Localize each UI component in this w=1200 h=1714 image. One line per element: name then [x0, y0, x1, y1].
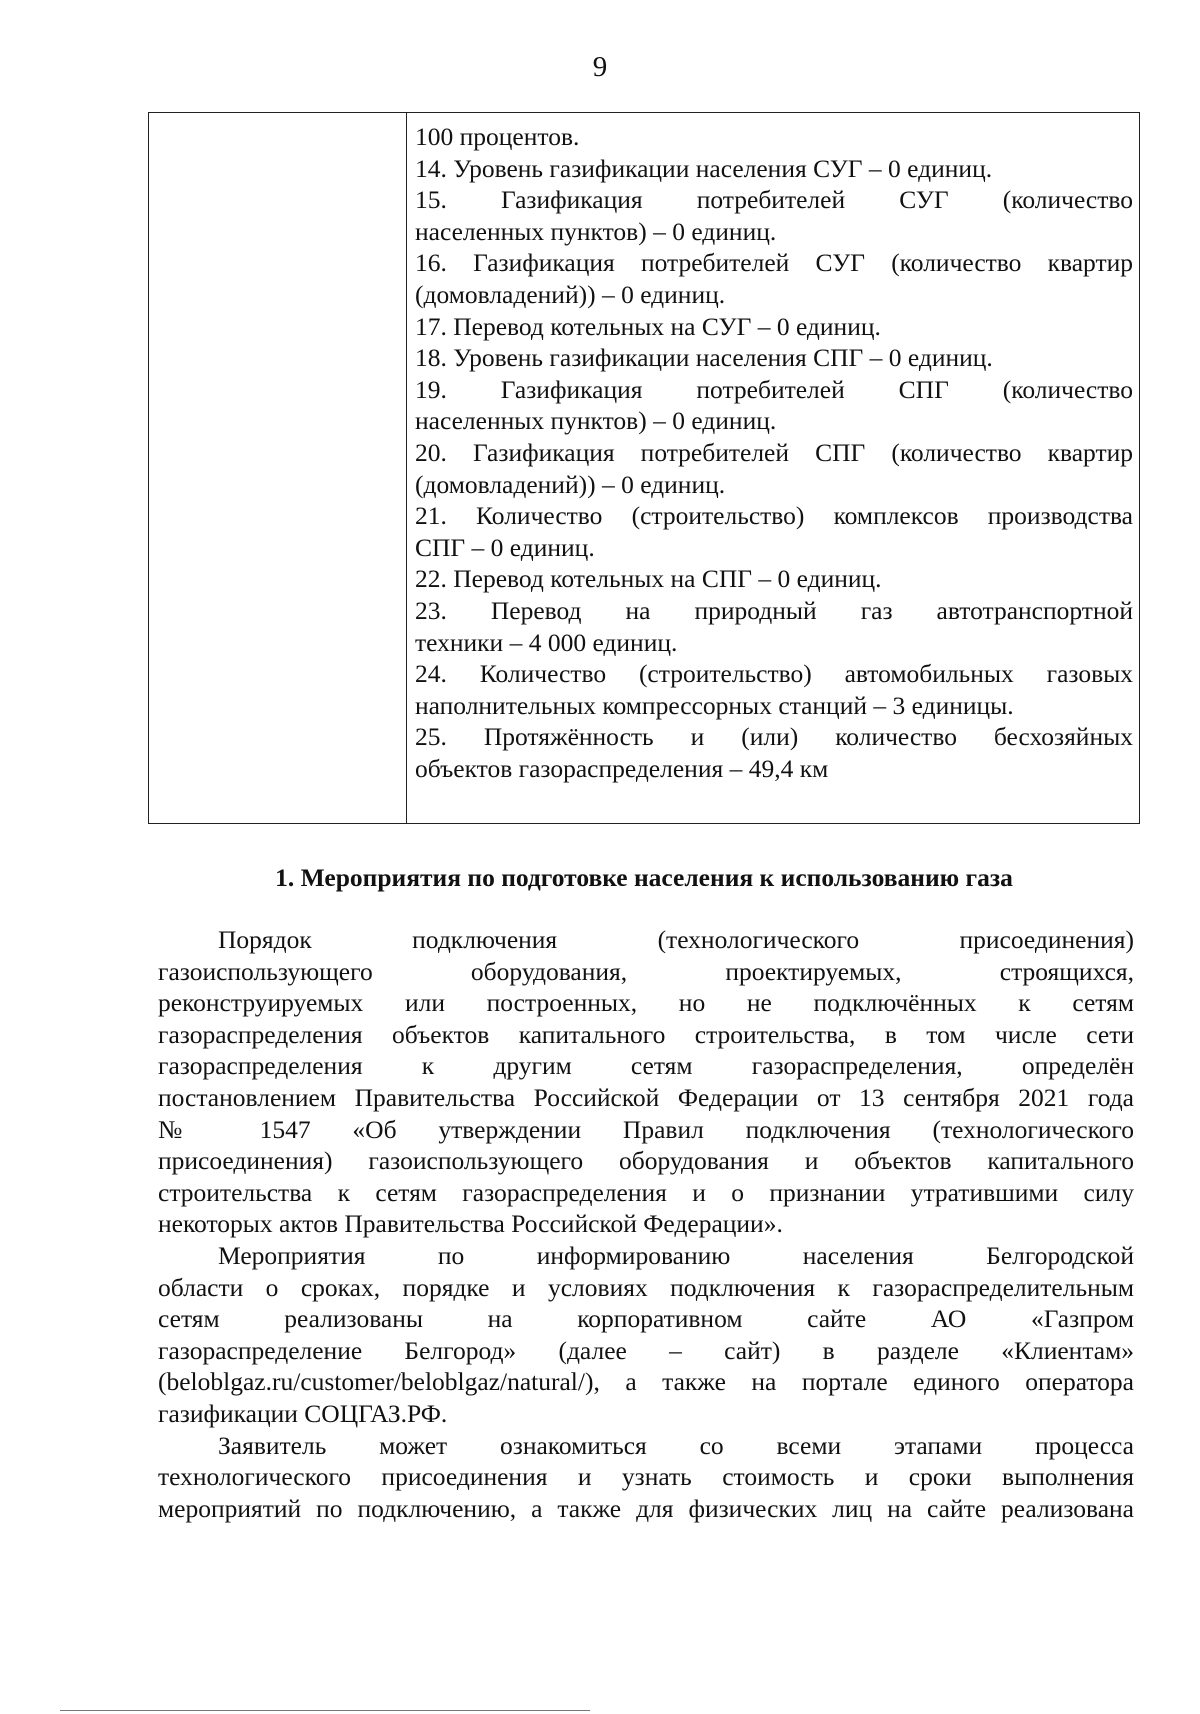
- table-text-line: наполнительных компрессорных станций – 3 единицы.: [415, 690, 1014, 720]
- paragraph: [158, 924, 1134, 1240]
- table-right-cell: [415, 121, 1133, 784]
- paragraph-line: Заявитель может ознакомиться со всеми этапами процесса: [218, 1430, 1134, 1460]
- table-left-cell: [149, 113, 407, 823]
- paragraph-line: присоединения) газоиспользующего оборудования и объектов капитального: [158, 1146, 1134, 1176]
- paragraph-line: газораспределения к другим сетям газораспределения, определён: [158, 1051, 1134, 1081]
- footer-rule: [60, 1710, 590, 1711]
- table-text-line: 14. Уровень газификации населения СУГ – 0 единиц.: [415, 153, 993, 183]
- table-text-line: 21. Количество (строительство) комплексов производства: [415, 501, 1133, 531]
- paragraph-line: области о сроках, порядке и условиях подключения к газораспределительным: [158, 1272, 1134, 1302]
- paragraph-line: технологического присоединения и узнать стоимость и сроки выполнения: [158, 1462, 1134, 1492]
- paragraph-line: (beloblgaz.ru/customer/beloblgaz/natural/), а также на портале единого оператора: [158, 1367, 1134, 1397]
- page-number: 9: [592, 51, 608, 83]
- paragraph-line: постановлением Правительства Российской Федерации от 13 сентября 2021 года: [158, 1082, 1134, 1112]
- paragraph-line: реконструируемых или построенных, но не подключённых к сетям: [158, 988, 1134, 1018]
- paragraph-line: газораспределение Белгород» (далее – сайт) в разделе «Клиентам»: [158, 1335, 1134, 1365]
- table-text-line: 16. Газификация потребителей СУГ (количество квартир: [415, 248, 1133, 278]
- paragraph-line: мероприятий по подключению, а также для физических лиц на сайте реализована: [158, 1493, 1134, 1523]
- paragraph-line: сетям реализованы на корпоративном сайте АО «Газпром: [158, 1304, 1134, 1334]
- paragraph-line: газоиспользующего оборудования, проектируемых, строящихся,: [158, 956, 1134, 986]
- body-text: [158, 924, 1134, 1524]
- paragraph-line: строительства к сетям газораспределения и о признании утратившими силу: [158, 1177, 1134, 1207]
- paragraph: [158, 1240, 1134, 1430]
- table-text-line: техники – 4 000 единиц.: [415, 627, 678, 657]
- table-text-line: объектов газораспределения – 49,4 км: [415, 753, 829, 783]
- table-text-line: 24. Количество (строительство) автомобильных газовых: [415, 659, 1133, 689]
- paragraph-line: некоторых актов Правительства Российской Федерации».: [158, 1209, 783, 1239]
- paragraph-line: газораспределения объектов капитального строительства, в том числе сети: [158, 1019, 1134, 1049]
- table-text-line: СПГ – 0 единиц.: [415, 532, 595, 562]
- table-text-line: населенных пунктов) – 0 единиц.: [415, 216, 777, 246]
- paragraph-line: газификации СОЦГАЗ.РФ.: [158, 1398, 448, 1428]
- paragraph: [158, 1430, 1134, 1525]
- paragraph-line: № 1547 «Об утверждении Правил подключения (технологического: [158, 1114, 1134, 1144]
- paragraph-line: Порядок подключения (технологического присоединения): [218, 925, 1134, 954]
- table-text-line: (домовладений)) – 0 единиц.: [415, 469, 726, 499]
- table-text-line: (домовладений)) – 0 единиц.: [415, 279, 726, 309]
- table-text-line: 18. Уровень газификации населения СПГ – 0 единиц.: [415, 343, 993, 373]
- table-text-line: 22. Перевод котельных на СПГ – 0 единиц.: [415, 564, 882, 594]
- section-heading: 1. Мероприятия по подготовке населения к использованию газа: [275, 863, 1013, 892]
- table-text-line: 15. Газификация потребителей СУГ (количество: [415, 185, 1133, 215]
- table-text-line: 25. Протяжённость и (или) количество бесхозяйных: [415, 722, 1133, 752]
- table-text-line: населенных пунктов) – 0 единиц.: [415, 406, 777, 436]
- table-text-line: 19. Газификация потребителей СПГ (количество: [415, 374, 1133, 404]
- table-text-line: 17. Перевод котельных на СУГ – 0 единиц.: [415, 311, 881, 341]
- indicators-table: [148, 112, 1140, 824]
- table-text-line: 23. Перевод на природный газ автотранспортной: [415, 595, 1133, 625]
- table-text-line: 100 процентов.: [415, 122, 580, 151]
- table-text-line: 20. Газификация потребителей СПГ (количество квартир: [415, 437, 1133, 467]
- paragraph-line: Мероприятия по информированию населения Белгородской: [218, 1240, 1134, 1270]
